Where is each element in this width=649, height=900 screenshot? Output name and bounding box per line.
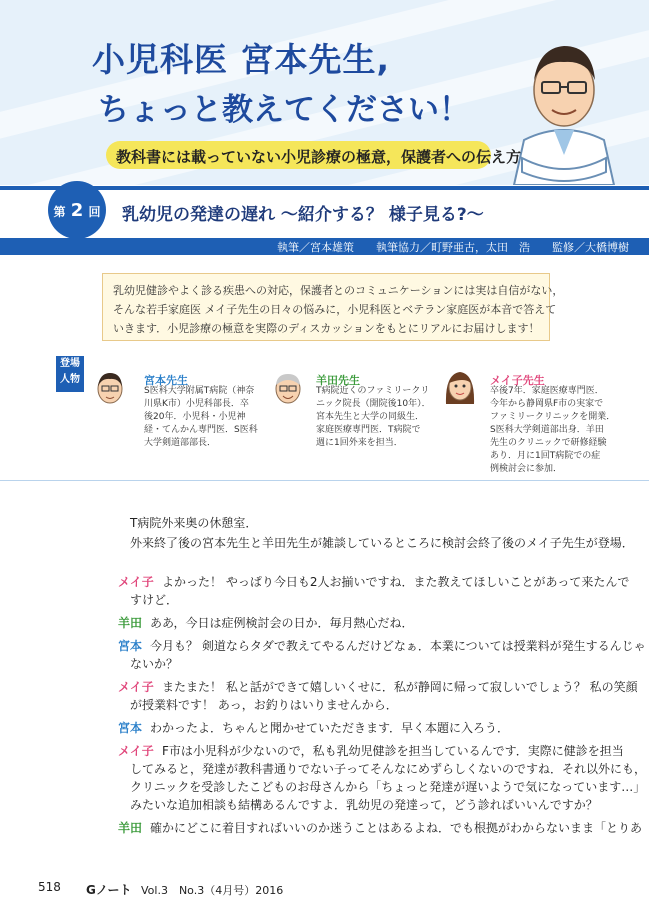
dialogue-line: 今月も？ 剣道ならタダで教えてやるんだけどなぁ．本業については授業料が発生するんじゃ bbox=[150, 639, 646, 653]
desc-line: 今年から静岡県F市の実家で bbox=[490, 399, 604, 409]
dialogue-line: わかったよ．ちゃんと聞かせていただきます．早く本題に入ろう． bbox=[150, 721, 510, 735]
intro-line: 乳幼児健診やよく診る疾患への対応，保護者とのコミュニケーションには実は自信がない， bbox=[113, 284, 564, 297]
episode-title: 乳幼児の発達の遅れ ～紹介する？ 様子見る?～ bbox=[122, 205, 484, 225]
desc-line: 大学剣道部部長． bbox=[144, 438, 217, 448]
subtitle: 教科書には載っていない小児診療の極意，保護者への伝え方 bbox=[116, 148, 522, 166]
dialogue-line: またまた！ 私と話ができて嬉しいくせに．私が静岡に帰って寂しいでしょう？ 私の笑顔 bbox=[162, 680, 638, 694]
page-number: 518 bbox=[38, 880, 61, 894]
dialogue-line: クリニックを受診したこどものお母さんから「ちょっと発達が遅いようで気になっています…」 bbox=[130, 780, 646, 794]
speaker-meiko: メイ子 bbox=[118, 744, 154, 758]
desc-line: 先生のクリニックで研修経験 bbox=[490, 438, 607, 448]
desc-line: 例検討会に参加． bbox=[490, 464, 563, 474]
speaker-hitsujida: 羊田 bbox=[118, 616, 143, 630]
speaker-miyamoto: 宮本 bbox=[118, 721, 143, 735]
title-line-2: ちょっと教えてください！ bbox=[98, 92, 470, 128]
intro-line: そんな若手家庭医 メイ子先生の日々の悩みに，小児科医とベテラン家庭医が本音で答えて bbox=[113, 303, 557, 316]
desc-line: S医科大学剣道部出身．羊田 bbox=[490, 425, 604, 435]
desc-line: T病院近くのファミリークリ bbox=[316, 386, 430, 396]
cast-name-meiko: メイ子先生 bbox=[490, 374, 545, 387]
badge-number: 2 bbox=[70, 200, 84, 221]
badge-suffix: 回 bbox=[88, 205, 101, 219]
desc-line: 後20年．小児科・小児神 bbox=[144, 412, 246, 422]
desc-line: 川県K市）小児科部長．卒 bbox=[144, 399, 249, 409]
episode-badge bbox=[48, 181, 106, 239]
dialogue-line: すけど． bbox=[130, 593, 179, 607]
journal-name: Gノート bbox=[86, 883, 132, 897]
cast-desc-meiko bbox=[490, 385, 615, 476]
dialogue-line: ないか？ bbox=[130, 657, 179, 671]
speaker-meiko: メイ子 bbox=[118, 575, 154, 589]
section-divider bbox=[0, 480, 649, 481]
dialogue-line: してみると，発達が教科書通りでない子ってそんなにめずらしくないのですね．それ以外にも， bbox=[130, 762, 647, 776]
journal-footer bbox=[86, 881, 283, 898]
narration-line: 外来終了後の宮本先生と羊田先生が雑談しているところに検討会終了後のメイ子先生が登場． bbox=[130, 536, 634, 550]
desc-line: 宮本先生と大学の同級生． bbox=[316, 412, 425, 422]
narration-line: T病院外来奥の休憩室． bbox=[130, 516, 258, 530]
intro-box bbox=[102, 273, 564, 341]
meiko-avatar bbox=[440, 366, 480, 406]
dialogue-line: みたいな追加相談も結構あるんですよ．乳幼児の発達って，どう診ればいいんですか？ bbox=[130, 798, 598, 812]
cast-tag: 登場人物 bbox=[56, 356, 84, 392]
miyamoto-avatar bbox=[90, 368, 130, 408]
desc-line: ファミリークリニックを開業． bbox=[490, 412, 616, 422]
badge-prefix: 第 bbox=[53, 205, 66, 219]
credits: 執筆／宮本雄策 執筆協力／町野亜古，太田 浩 監修／大橋博樹 bbox=[277, 241, 629, 254]
speaker-meiko: メイ子 bbox=[118, 680, 154, 694]
desc-line: ニック院長（開院後10年）． bbox=[316, 399, 431, 409]
cast-desc-miyamoto bbox=[144, 385, 258, 450]
dialogue-line: が授業料です！ あっ，お釣りはいりませんから． bbox=[130, 698, 398, 712]
journal-issue: Vol.3 No.3（4月号）2016 bbox=[141, 884, 284, 897]
title-line-1: 小児科医 宮本先生, bbox=[92, 40, 391, 79]
speaker-miyamoto: 宮本 bbox=[118, 639, 143, 653]
desc-line: あり．月に1回T病院での症 bbox=[490, 451, 601, 461]
desc-line: 経・てんかん専門医．S医科 bbox=[144, 425, 258, 435]
speaker-hitsujida: 羊田 bbox=[118, 821, 143, 835]
dialogue-line: ああ，今日は症例検討会の日か．毎月熱心だね． bbox=[150, 616, 414, 630]
desc-line: 家庭医療専門医．T病院で bbox=[316, 425, 421, 435]
desc-line: 卒後7年．家庭医療専門医． bbox=[490, 386, 604, 396]
intro-line: いきます．小児診療の極意を実際のディスカッションをもとにリアルにお届けします！ bbox=[113, 322, 540, 335]
desc-line: S医科大学附属T病院（神奈 bbox=[144, 386, 255, 396]
cast-name-hitsujida: 羊田先生 bbox=[316, 374, 360, 387]
dialogue-line: F市は小児科が少ないので，私も乳幼児健診を担当しているんです．実際に健診を担当 bbox=[162, 744, 624, 758]
dialogue-line: 確かにどこに着目すればいいのか迷うことはあるよね．でも根拠がわからないまま「とりあ bbox=[150, 821, 643, 835]
hitsujida-avatar bbox=[268, 368, 308, 408]
header-banner bbox=[0, 0, 649, 185]
cast-desc-hitsujida bbox=[316, 385, 431, 450]
desc-line: 週に1回外来を担当． bbox=[316, 438, 403, 448]
dialogue-line: よかった！ やっぱり今日も2人お揃いですね．また教えてほしいことがあって来たんで bbox=[162, 575, 630, 589]
cast-name-miyamoto: 宮本先生 bbox=[144, 374, 188, 387]
